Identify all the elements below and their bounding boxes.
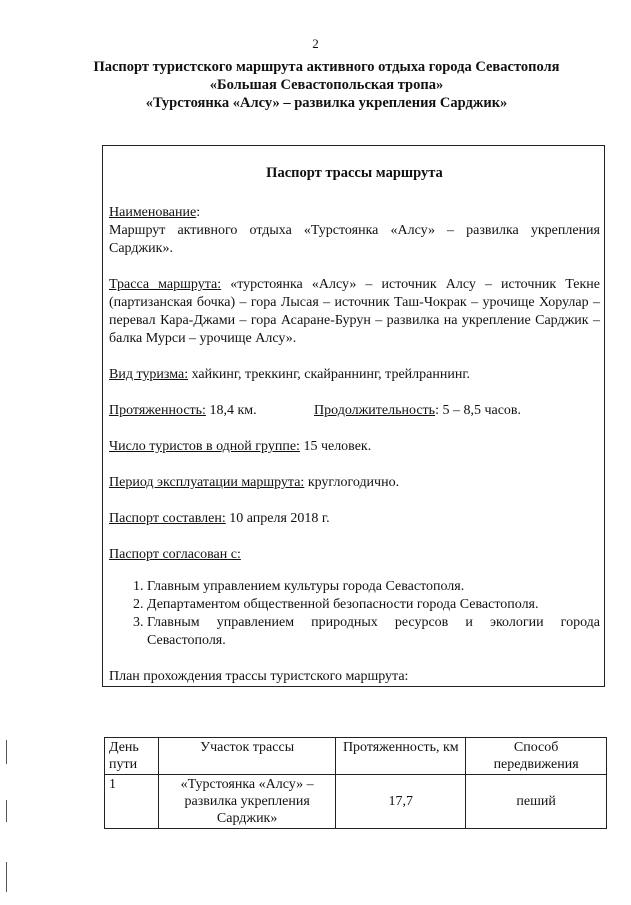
compiled-label: Паспорт составлен: [109,511,226,526]
cell-mode: пеший [466,775,607,829]
period-value: круглогодично. [304,475,400,490]
compiled-section [109,510,600,528]
cell-segment: «Турстоянка «Алсу» – развилка укрепления Сарджик» [158,775,335,829]
group-label: Число туристов в одной группе: [109,439,300,454]
scan-margin-mark [6,740,7,764]
agreed-item: 2. Департаментом общественной безопасности города Севастополя. [147,596,600,614]
cell-length: 17,7 [336,775,466,829]
length-duration-section [109,402,600,420]
tourism-label: Вид туризма: [109,367,189,382]
document-header [40,58,613,112]
header-line-2: «Большая Севастопольская тропа» [209,77,444,93]
header-length: Протяженность, км [336,738,466,775]
table-header-row [105,738,607,775]
length-label: Протяженность: [109,403,206,418]
name-value: Маршрут активного отдыха «Турстоянка «Алсу» – развилка укрепления Сарджик». [109,223,600,256]
cell-day: 1 [105,775,159,829]
route-section [109,276,600,348]
duration-label: Продолжительность [314,403,436,418]
group-value: 15 человек. [299,439,372,454]
duration-value: : 5 – 8,5 часов. [435,403,522,418]
header-mode: Способ передвижения [466,738,607,775]
agreed-label: Паспорт согласован с: [109,547,241,562]
route-label: Трасса маршрута: [109,277,222,292]
compiled-value: 10 апреля 2018 г. [225,511,330,526]
header-segment: Участок трассы [158,738,335,775]
name-label: Наименование [109,205,197,220]
header-line-1: Паспорт туристского маршрута активного отдыха города Севастополя [93,59,560,75]
name-colon: : [196,205,201,220]
agreed-item: 1. Главным управлением культуры города Севастополя. [147,578,600,596]
route-table [104,737,607,829]
page-number: 2 [312,36,319,51]
scan-margin-mark [6,800,7,822]
agreed-section [109,546,600,564]
header-line-3: «Турстоянка «Алсу» – развилка укрепления Сарджик» [145,95,508,111]
length-value: 18,4 км. [205,403,257,418]
name-section [109,204,600,258]
passport-title: Паспорт трассы маршрута [266,165,443,181]
period-section [109,474,600,492]
header-day: День пути [105,738,159,775]
tourism-value: хайкинг, треккинг, скайраннинг, трейлраннинг. [188,367,470,382]
table-row [105,775,607,829]
plan-label: План прохождения трассы туристского маршрута: [109,669,409,684]
group-section [109,438,600,456]
agreed-list [109,578,600,650]
agreed-item: 3. Главным управлением природных ресурсов и экологии города Севастополя. [147,614,600,650]
tourism-section [109,366,600,384]
scan-margin-mark [6,862,7,892]
period-label: Период эксплуатации маршрута: [109,475,305,490]
route-value: «турстоянка «Алсу» – источник Алсу – источник Текне (партизанская бочка) – гора Лысая – источник Таш-Чокрак – урочище Хорулар – перевал Кара-Джами – гора Асаране-Бурун – развилка на укрепление Сарджик – балка Мурси – урочище Алсу». [109,277,600,346]
passport-box [102,145,605,687]
